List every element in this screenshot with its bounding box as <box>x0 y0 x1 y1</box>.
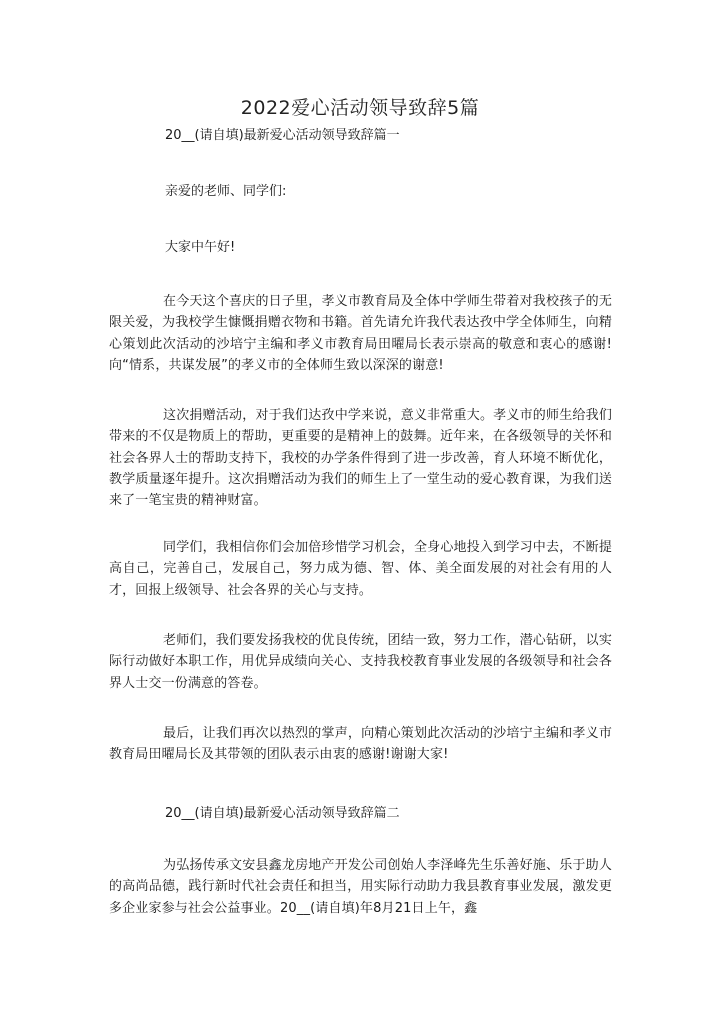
section-2-paragraph: 为弘扬传承文安县鑫龙房地产开发公司创始人李泽峰先生乐善好施、乐于助人的高尚品德，践行新时代社会责任和担当，用实际行动助力我县教育事业发展，激发更多企业家参与社会公益事业。20__(请自填)年8月21日上午，鑫 <box>109 858 612 916</box>
paragraph-2: 这次捐赠活动，对于我们达孜中学来说，意义非常重大。孝义市的师生给我们带来的不仅是物质上的帮助，更重要的是精神上的鼓舞。近年来，在各级领导的关怀和社会各界人士的帮助支持下，我校的办学条件得到了进一步改善，育人环境不断优化，教学质量逐年提升。这次捐赠活动为我们的师生上了一堂生动的爱心教育课，为我们送来了一笔宝贵的精神财富。 <box>109 408 612 509</box>
document-title: 2022爱心活动领导致辞5篇 <box>240 97 480 119</box>
greeting: 大家中午好! <box>165 240 236 255</box>
section-heading-1: 20__(请自填)最新爱心活动领导致辞篇一 <box>165 128 400 143</box>
section-heading-2: 20__(请自填)最新爱心活动领导致辞篇二 <box>165 806 400 821</box>
paragraph-3: 同学们，我相信你们会加倍珍惜学习机会，全身心地投入到学习中去，不断提高自己，完善自己，发展自己，努力成为德、智、体、美全面发展的对社会有用的人才，回报上级领导、社会各界的关心与支持。 <box>109 540 612 598</box>
salutation: 亲爱的老师、同学们: <box>165 184 287 199</box>
paragraph-1: 在今天这个喜庆的日子里，孝义市教育局及全体中学师生带着对我校孩子的无限关爱，为我校学生慷慨捐赠衣物和书籍。首先请允许我代表达孜中学全体师生，向精心策划此次活动的沙培宁主编和孝义市教育局田曜局长表示崇高的敬意和衷心的感谢!向“情系，共谋发展”的孝义市的全体师生致以深深的谢意! <box>109 294 612 373</box>
paragraph-5: 最后，让我们再次以热烈的掌声，向精心策划此次活动的沙培宁主编和孝义市教育局田曜局长及其带领的团队表示由衷的感谢!谢谢大家! <box>109 726 612 763</box>
paragraph-4: 老师们，我们要发扬我校的优良传统，团结一致，努力工作，潜心钻研，以实际行动做好本职工作，用优异成绩向关心、支持我校教育事业发展的各级领导和社会各界人士交一份满意的答卷。 <box>109 633 612 691</box>
